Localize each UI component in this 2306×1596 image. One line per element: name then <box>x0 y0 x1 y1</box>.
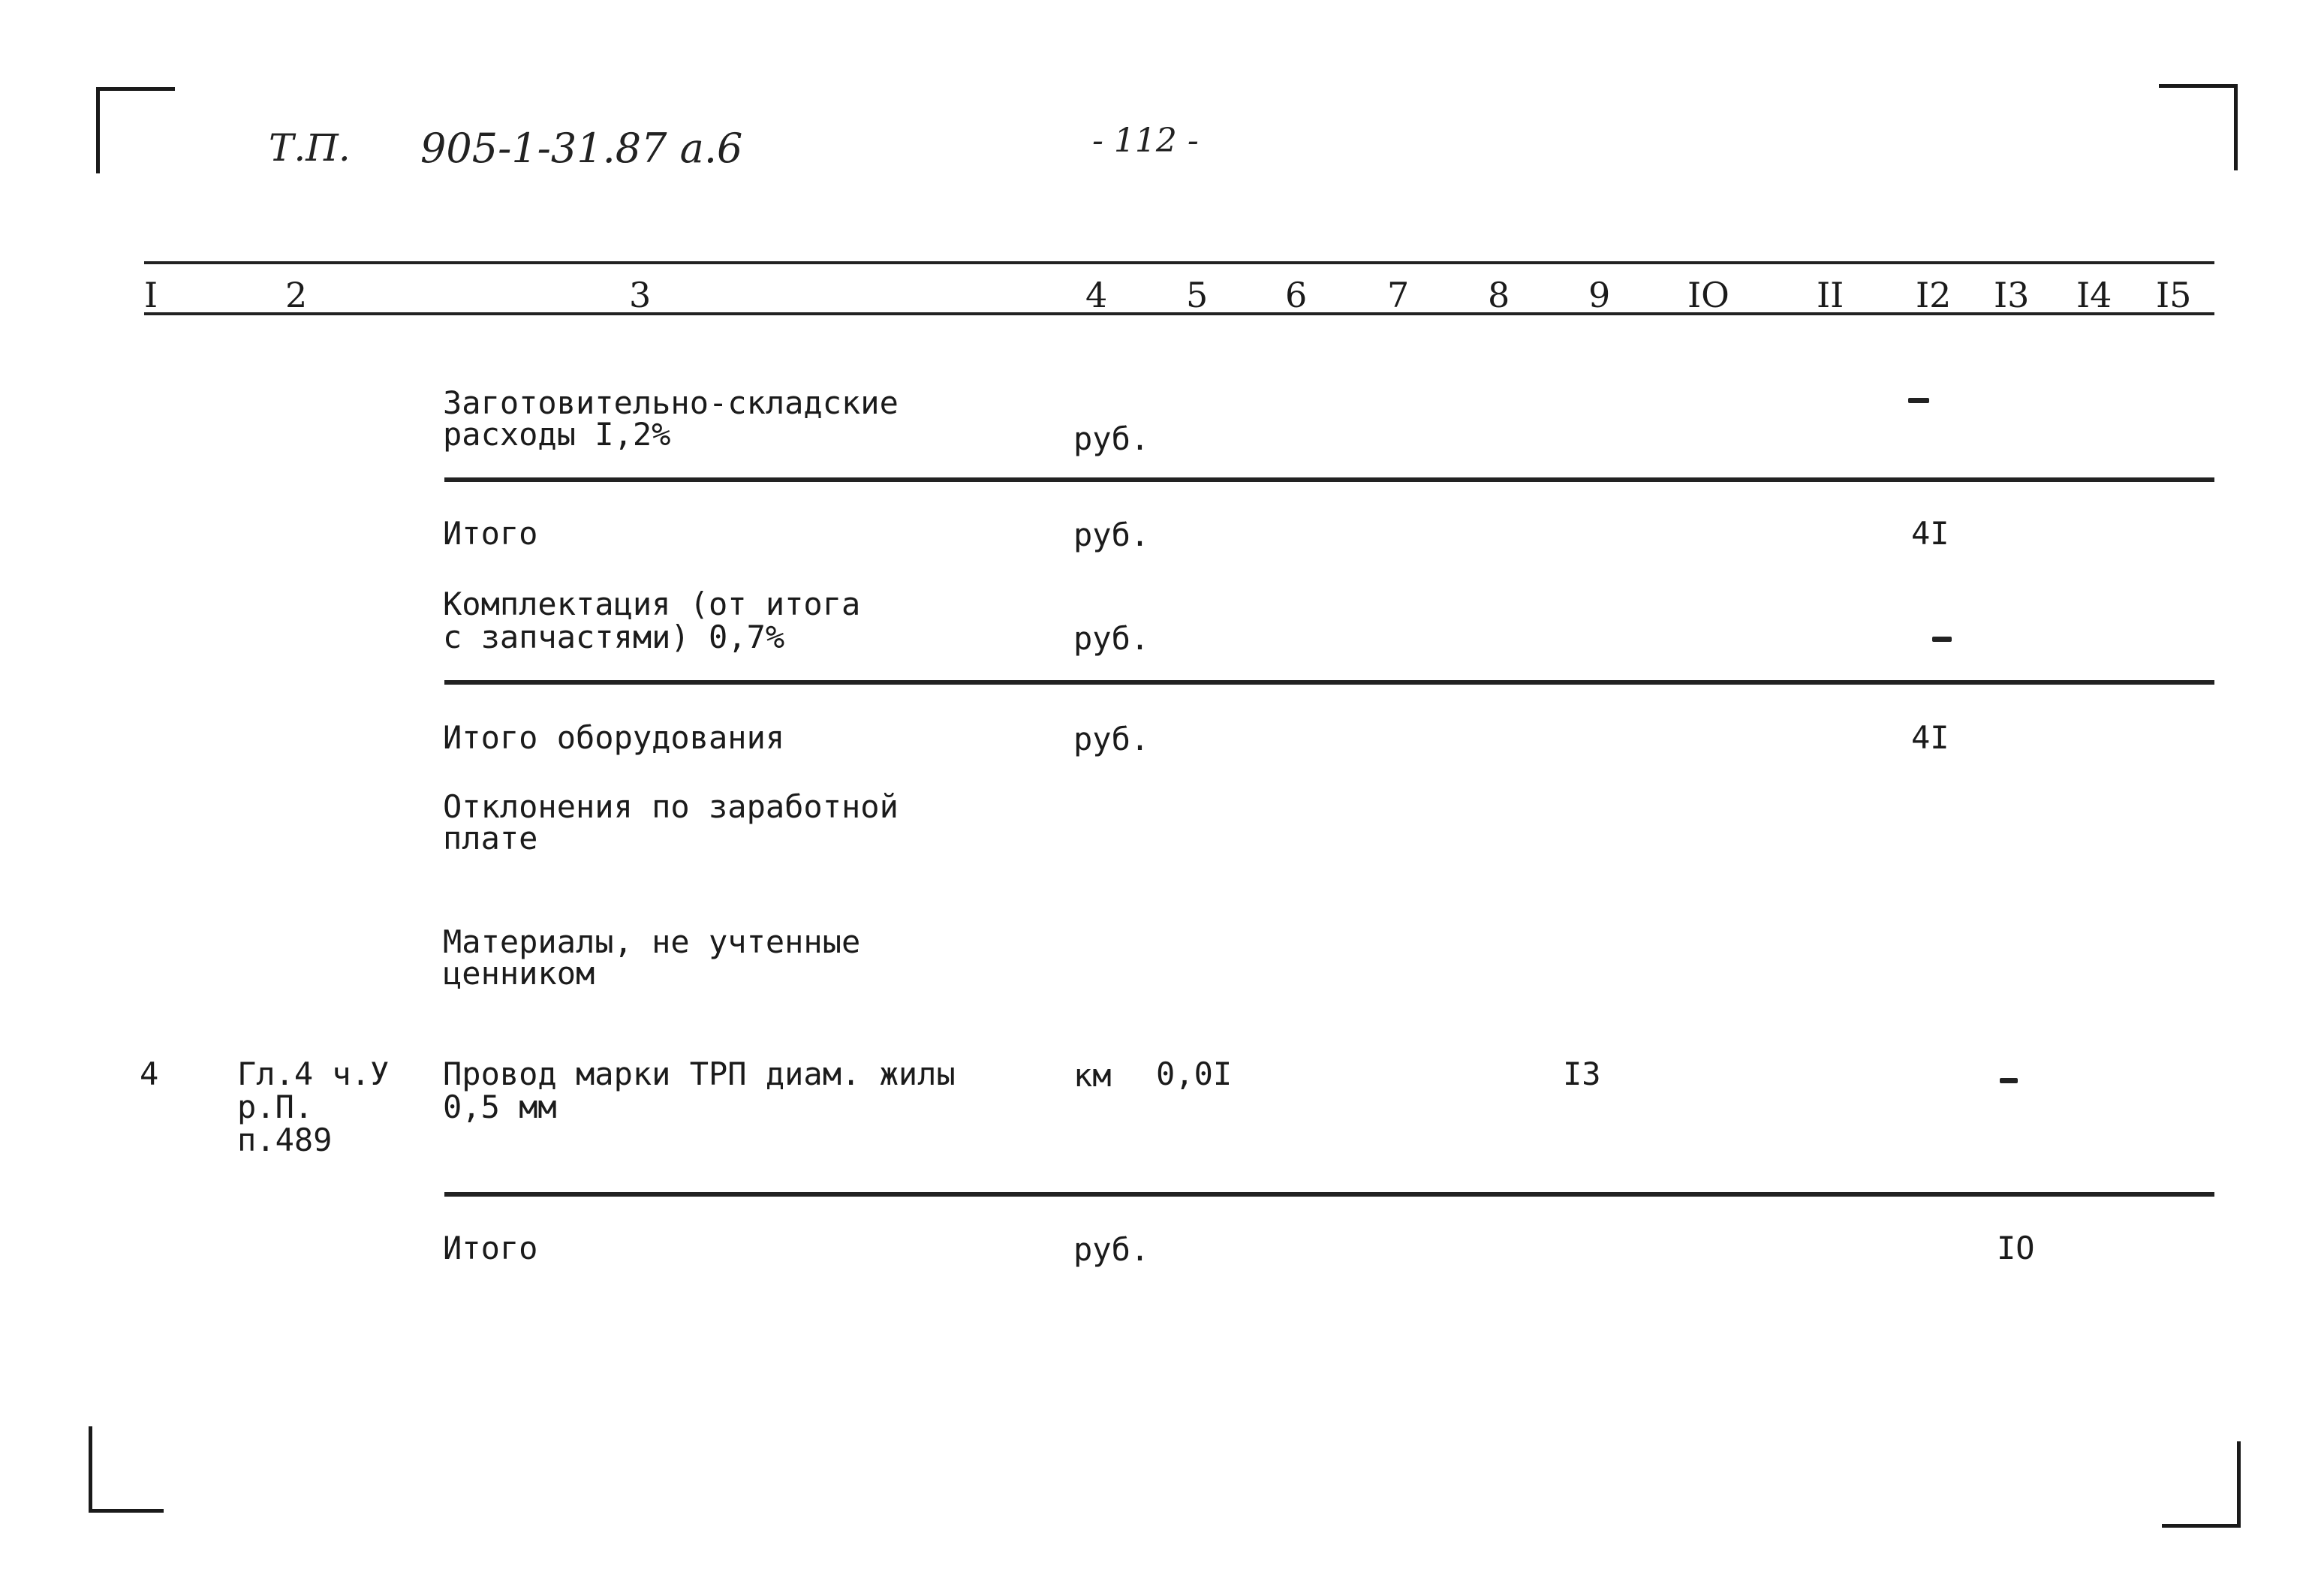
unit: руб. <box>1073 721 1150 757</box>
value-col12: 4I <box>1911 719 1949 756</box>
column-number: 6 <box>1285 275 1308 315</box>
corner-mark-bottom-right <box>2162 1441 2241 1528</box>
section-rule <box>444 1192 2214 1197</box>
column-number: IO <box>1687 275 1730 315</box>
corner-mark-top-left <box>96 87 175 173</box>
unit: км <box>1073 1057 1112 1094</box>
section-rule <box>444 477 2214 482</box>
column-number: 8 <box>1488 275 1510 315</box>
item-name: Провод марки ТРП диам. жилы <box>443 1055 956 1092</box>
table-top-rule <box>144 261 2214 264</box>
column-number: I3 <box>1994 275 2030 315</box>
unit: руб. <box>1073 420 1150 457</box>
column-number: I <box>144 275 158 315</box>
column-number: 2 <box>285 275 308 315</box>
empty-value-dash <box>1932 637 1952 642</box>
item-name: Итого оборудования <box>443 719 785 756</box>
value-col12: 4I <box>1911 515 1949 552</box>
item-number: 4 <box>140 1055 159 1092</box>
empty-value-dash <box>1908 398 1929 403</box>
tp-label: Т.П. <box>269 126 351 170</box>
project-code: 905-1-31.87 а.6 <box>420 125 743 172</box>
reference: Гл.4 ч.У <box>237 1055 390 1092</box>
page-number: - 112 - <box>1092 122 1199 160</box>
column-header-underline <box>144 312 2214 315</box>
reference: п.489 <box>237 1122 333 1158</box>
value-col9: I3 <box>1563 1055 1601 1092</box>
unit: руб. <box>1073 620 1150 657</box>
column-number: 4 <box>1085 275 1108 315</box>
item-name: Заготовительно-складские <box>443 384 899 421</box>
item-name: 0,5 мм <box>443 1089 557 1125</box>
item-name: Итого <box>443 515 538 552</box>
column-number: 9 <box>1588 275 1611 315</box>
item-name: с запчастями) 0,7% <box>443 619 785 655</box>
item-name: расходы I,2% <box>443 416 671 453</box>
empty-value-dash <box>2000 1078 2018 1083</box>
corner-mark-bottom-left <box>89 1426 164 1513</box>
item-name: Отклонения по заработной <box>443 788 899 825</box>
item-name: Материалы, не учтенные <box>443 923 861 960</box>
reference: р.П. <box>237 1089 314 1125</box>
item-name: Итого <box>443 1230 538 1266</box>
item-name: плате <box>443 820 538 857</box>
unit: руб. <box>1073 1231 1150 1268</box>
value-col13: IO <box>1997 1230 2035 1266</box>
corner-mark-top-right <box>2159 84 2238 170</box>
column-number: 5 <box>1186 275 1209 315</box>
unit: руб. <box>1073 516 1150 553</box>
column-number: I5 <box>2156 275 2192 315</box>
section-rule <box>444 680 2214 685</box>
column-number: I4 <box>2076 275 2112 315</box>
column-number: I2 <box>1916 275 1952 315</box>
column-number: 7 <box>1387 275 1410 315</box>
column-number: II <box>1817 275 1844 315</box>
item-name: Комплектация (от итога <box>443 586 861 622</box>
value-col5: 0,0I <box>1156 1055 1233 1092</box>
item-name: ценником <box>443 955 595 992</box>
column-number: 3 <box>629 275 652 315</box>
